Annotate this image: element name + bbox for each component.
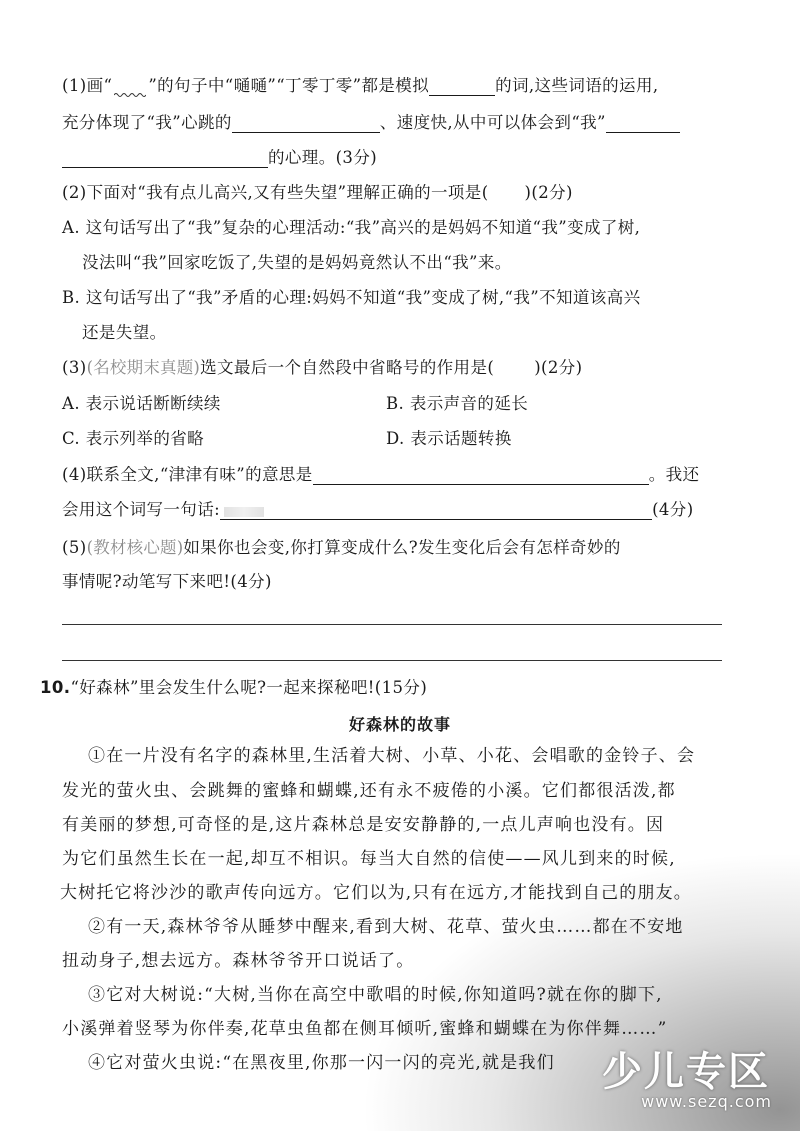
source-tag: (名校期末真题) xyxy=(86,358,201,377)
q9-5-line1: (5)(教材核心题)如果你也会变,你打算变成什么?发生变化后会有怎样奇妙的 xyxy=(62,538,621,557)
q9-2-option-a-line2: 没法叫“我”回家吃饭了,失望的是妈妈竟然认不出“我”来。 xyxy=(82,253,512,272)
q9-2-stem: (2)下面对“我有点儿高兴,又有些失望”理解正确的一项是( )(2分) xyxy=(62,183,573,202)
q9-2-option-b-line1: B. 这句话写出了“我”矛盾的心理:妈妈不知道“我”变成了树,“我”不知道该高兴 xyxy=(62,288,641,307)
q9-4-line1: (4)联系全文,“津津有味”的意思是 。我还 xyxy=(62,465,700,484)
wavy-underline-mark xyxy=(112,78,148,96)
q9-1-line1: (1)画“ ”的句子中“嗵嗵”“丁零丁零”都是模拟 的词,这些词语的运用, xyxy=(62,76,659,95)
q9-3-option-d: D. 表示话题转换 xyxy=(386,429,512,448)
q9-5-line2: 事情呢?动笔写下来吧!(4分) xyxy=(62,572,272,591)
q9-2-option-b-line2: 还是失望。 xyxy=(82,323,167,342)
answer-blank-1[interactable] xyxy=(429,77,495,96)
passage-line: 大树托它将沙沙的歌声传向远方。它们以为,只有在远方,才能找到自己的朋友。 xyxy=(60,883,693,903)
q9-1-line2: 充分体现了“我”心跳的 、速度快,从中可以体会到“我” xyxy=(62,113,680,133)
passage-line: 扭动身子,想去远方。森林爷爷开口说话了。 xyxy=(62,951,415,971)
passage-line: 小溪弹着竖琴为你伴奏,花草虫鱼都在侧耳倾听,蜜蜂和蝴蝶在为你伴舞……” xyxy=(62,1019,668,1039)
q9-3-option-a: A. 表示说话断断续续 xyxy=(62,394,221,413)
passage-line: 发光的萤火虫、会跳舞的蜜蜂和蝴蝶,还有永不疲倦的小溪。它们都很活泼,都 xyxy=(62,781,676,801)
faint-handwriting-mark xyxy=(224,507,264,517)
passage-line: 有美丽的梦想,可奇怪的是,这片森林总是安安静静的,一点儿声响也没有。因 xyxy=(62,815,665,835)
passage-title: 好森林的故事 xyxy=(348,715,451,734)
q9-3-option-b: B. 表示声音的延长 xyxy=(386,394,529,413)
answer-writing-line-2[interactable] xyxy=(62,660,722,661)
answer-blank-4b[interactable] xyxy=(220,501,652,520)
passage-line: ①在一片没有名字的森林里,生活着大树、小草、小花、会唱歌的金铃子、会 xyxy=(88,746,696,766)
q10-stem: 10.“好森林”里会发生什么呢?一起来探秘吧!(15分) xyxy=(40,678,428,697)
q9-2-option-a-line1: A. 这句话写出了“我”复杂的心理活动:“我”高兴的是妈妈不知道“我”变成了树, xyxy=(62,218,641,237)
answer-blank-2[interactable] xyxy=(232,114,380,133)
passage-line: ④它对萤火虫说:“在黑夜里,你那一闪一闪的亮光,就是我们 xyxy=(88,1053,555,1073)
watermark-brand: 少儿专区 xyxy=(602,1049,770,1095)
q9-3-option-c: C. 表示列举的省略 xyxy=(62,429,205,448)
q9-4-line2: 会用这个词写一句话: (4分) xyxy=(62,500,694,519)
q9-1-line3: 的心理。(3分) xyxy=(62,148,377,168)
answer-blank-4a[interactable] xyxy=(313,466,649,485)
passage-line: ②有一天,森林爷爷从睡梦中醒来,看到大树、花草、萤火虫……都在不安地 xyxy=(88,917,684,937)
watermark-url: www.sezq.com xyxy=(641,1092,772,1111)
passage-line: 为它们虽然生长在一起,却互不相识。每当大自然的信使——风儿到来的时候, xyxy=(62,849,676,869)
answer-writing-line-1[interactable] xyxy=(62,624,722,625)
answer-blank-3b[interactable] xyxy=(62,149,268,168)
source-tag: (教材核心题) xyxy=(86,538,184,557)
answer-blank-3a[interactable] xyxy=(606,114,680,133)
q9-3-stem: (3)(名校期末真题)选文最后一个自然段中省略号的作用是( )(2分) xyxy=(62,358,583,377)
site-watermark xyxy=(600,1040,790,1120)
passage-line: ③它对大树说:“大树,当你在高空中歌唱的时候,你知道吗?就在你的脚下, xyxy=(88,985,663,1005)
